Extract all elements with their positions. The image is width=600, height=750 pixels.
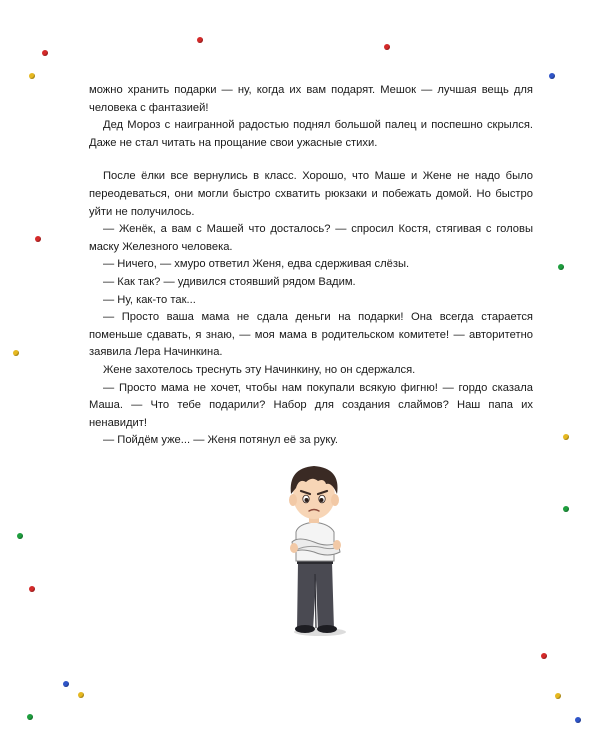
story-text [89,82,533,450]
paragraph: можно хранить подарки — ну, когда их вам подарят. Мешок — лучшая вещь для человека с фантазией! [89,84,533,114]
confetti-dot [384,44,390,50]
confetti-dot [63,681,69,687]
paragraph: — Как так? — удивился стоявший рядом Вадим. [103,275,356,288]
confetti-dot [197,37,203,43]
paragraph: — Ну, как-то так... [103,293,196,306]
confetti-dot [563,506,569,512]
paragraph: После ёлки все вернулись в класс. Хорошо, что Маше и Жене не надо было переодеваться, они могли быстро схватить рюкзаки и побежать домой. Но быстро уйти не получилось. [89,170,533,218]
confetti-dot [17,533,23,539]
paragraph: — Пойдём уже... — Женя потянул её за руку. [103,434,338,447]
confetti-dot [29,73,35,79]
confetti-dot [555,693,561,699]
confetti-dot [27,714,33,720]
confetti-dot [42,50,48,56]
confetti-dot [35,236,41,242]
confetti-dot [13,350,19,356]
paragraph: — Просто мама не хочет, чтобы нам покупали всякую фигню! — гордо сказала Маша. — Что тебе подарили? Набор для создания слаймов? Наш папа их ненавидит! [89,381,533,429]
confetti-dot [549,73,555,79]
paragraph: — Ничего, — хмуро ответил Женя, едва сдерживая слёзы. [103,258,410,271]
paragraph: — Просто ваша мама не сдала деньги на подарки! Она всегда старается поменьше сдавать, я знаю, — моя мама в родительском комитете! — авторитетно заявила Лера Начинкина. [89,311,533,359]
paragraph: Жене захотелось треснуть эту Начинкину, но он сдержался. [103,363,416,376]
confetti-dot [575,717,581,723]
confetti-dot [78,692,84,698]
confetti-dot [29,586,35,592]
boy-arms-crossed-icon [268,462,360,640]
confetti-dot [558,264,564,270]
paragraph: Дед Мороз с наигранной радостью поднял большой палец и поспешно скрылся. Даже не стал читать на прощание свои ужасные стихи. [89,119,533,149]
confetti-dot [563,434,569,440]
paragraph: — Женёк, а вам с Машей что досталось? — спросил Костя, стягивая с головы маску Железного человека. [89,223,533,253]
confetti-dot [541,653,547,659]
